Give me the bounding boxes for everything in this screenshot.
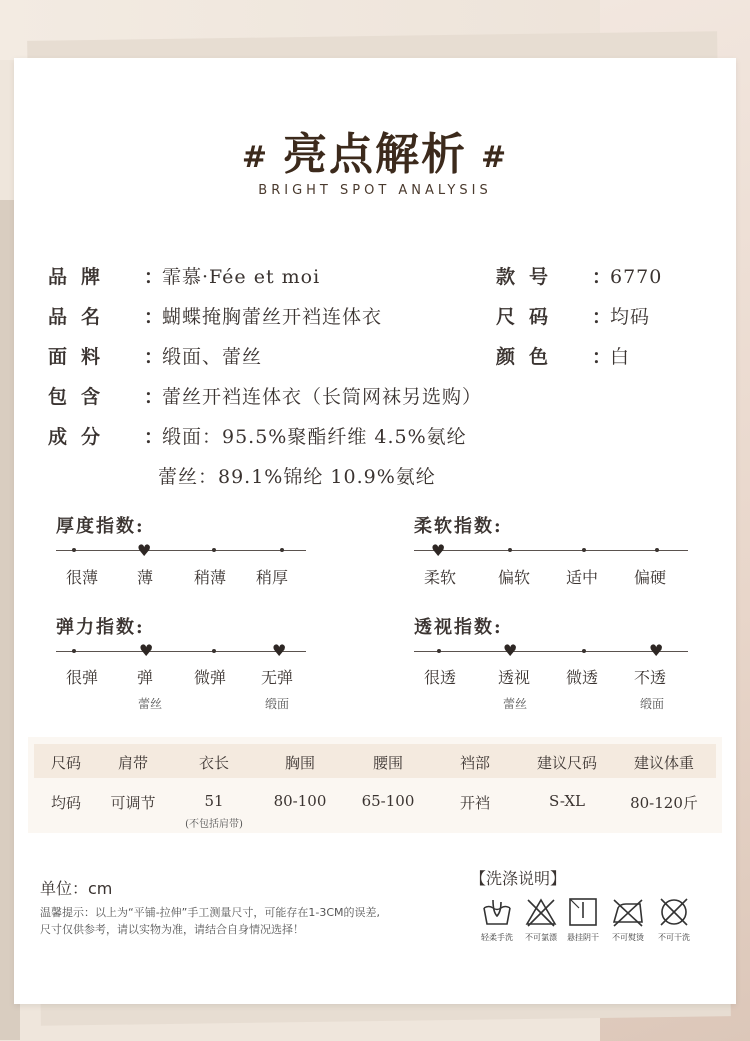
scale-dot	[508, 548, 512, 552]
softness-label: 适中	[565, 568, 598, 587]
info-sep: ：	[144, 306, 164, 328]
info-val-include: 蕾丝开裆连体衣（长筒网袜另选购）	[162, 386, 483, 408]
thickness-label: 薄	[136, 568, 153, 587]
transparency-label: 不透	[633, 668, 666, 687]
table-header-cell: 建议尺码	[536, 754, 597, 772]
elasticity-title: 弹力指数:	[56, 617, 145, 638]
heart-icon: ♥	[649, 641, 664, 660]
info-val-color: 白	[610, 346, 631, 368]
transparency-label: 很透	[423, 668, 456, 687]
transparency-title: 透视指数:	[414, 617, 503, 638]
info-sep: ：	[592, 346, 612, 368]
info-key-color: 颜色	[496, 346, 563, 368]
thickness-label: 稍厚	[255, 568, 288, 587]
info-key-fabric: 面料	[48, 346, 115, 368]
table-header-cell: 肩带	[117, 754, 148, 772]
info-size	[496, 302, 650, 329]
wash-title: 【洗涤说明】	[470, 869, 567, 888]
table-cell: 65-100	[361, 792, 415, 810]
table-header-cell: 建议体重	[633, 754, 694, 772]
unit-label: 单位：cm	[40, 879, 113, 898]
heart-icon: ♥	[137, 541, 152, 560]
elasticity-scale-line	[56, 651, 306, 652]
softness-title: 柔软指数:	[414, 516, 503, 537]
table-cell: 80-100	[273, 792, 327, 810]
thickness-scale-line	[56, 550, 306, 551]
transparency-scale-line	[414, 651, 688, 652]
softness-label: 柔软	[423, 568, 456, 587]
info-fabric	[48, 342, 262, 369]
wash-label: 不可氯漂	[525, 933, 557, 942]
info-val-composition-satin: 缎面：95.5%聚酯纤维 4.5%氨纶	[162, 426, 467, 448]
table-header-cell: 腰围	[372, 754, 403, 772]
no-iron-icon	[612, 896, 644, 928]
heart-icon: ♥	[503, 641, 518, 660]
title-text: 亮点解析	[283, 129, 467, 180]
tips-line: 温馨提示：以上为“平铺-拉伸”手工测量尺寸，可能存在1-3CM的误差,	[40, 906, 380, 919]
elasticity-label: 微弹	[193, 668, 226, 687]
thickness-label: 很薄	[65, 568, 98, 587]
transparency-note: 缎面	[639, 697, 664, 711]
hash-right: #	[481, 140, 509, 175]
info-composition-lace	[158, 462, 436, 489]
softness-label: 偏软	[497, 568, 530, 587]
length-note: (不包括肩带)	[185, 819, 243, 830]
wash-label: 悬挂阴干	[567, 933, 599, 942]
table-cell: 可调节	[110, 794, 156, 812]
info-key-style: 款号	[496, 266, 563, 288]
thickness-label: 稍薄	[193, 568, 226, 587]
scale-dot	[72, 548, 76, 552]
info-brand	[48, 262, 320, 289]
heart-icon: ♥	[139, 641, 154, 660]
table-cell: S-XL	[549, 792, 585, 810]
info-style	[496, 262, 662, 289]
info-color	[496, 342, 630, 369]
softness-label: 偏硬	[633, 568, 666, 587]
heart-icon: ♥	[431, 541, 446, 560]
table-header-cell: 胸围	[284, 754, 315, 772]
info-val-fabric: 缎面、蕾丝	[162, 346, 263, 368]
scale-dot	[582, 649, 586, 653]
table-header-cell: 尺码	[50, 754, 81, 772]
info-key-include: 包含	[48, 386, 115, 408]
table-cell: 开裆	[459, 794, 490, 812]
info-name	[48, 302, 382, 329]
info-include	[48, 382, 482, 409]
no-dry-clean-icon	[658, 896, 690, 928]
info-sep: ：	[592, 266, 612, 288]
elasticity-label: 无弹	[260, 668, 293, 687]
elasticity-note: 蕾丝	[137, 697, 162, 711]
page-subtitle: BRIGHT SPOT ANALYSIS	[258, 183, 492, 198]
info-key-name: 品名	[48, 306, 115, 328]
elasticity-note: 缎面	[264, 697, 289, 711]
scale-dot	[280, 548, 284, 552]
table-cell: 51	[204, 792, 224, 810]
elasticity-label: 弹	[136, 668, 153, 687]
scale-dot	[212, 649, 216, 653]
info-sep: ：	[144, 346, 164, 368]
info-key-composition: 成分	[48, 426, 115, 448]
info-sep: ：	[144, 426, 164, 448]
info-sep: ：	[592, 306, 612, 328]
scale-dot	[212, 548, 216, 552]
info-val-brand: 霏慕·Fée et moi	[162, 266, 321, 288]
page-title	[0, 118, 750, 182]
wash-label: 轻柔手洗	[481, 933, 513, 942]
info-val-style: 6770	[610, 266, 663, 288]
wash-label: 不可干洗	[658, 933, 690, 942]
info-key-brand: 品牌	[48, 266, 115, 288]
transparency-note: 蕾丝	[502, 697, 527, 711]
info-sep: ：	[144, 266, 164, 288]
info-sep: ：	[144, 386, 164, 408]
table-cell: 均码	[50, 794, 81, 812]
softness-scale-line	[414, 550, 688, 551]
info-val-size: 均码	[610, 306, 651, 328]
info-val-name: 蝴蝶掩胸蕾丝开裆连体衣	[162, 306, 383, 328]
table-header-cell: 衣长	[198, 754, 229, 772]
info-val-composition-lace: 蕾丝：89.1%锦纶 10.9%氨纶	[158, 466, 436, 488]
info-composition	[48, 422, 467, 449]
line-dry-shade-icon	[567, 896, 599, 928]
no-bleach-icon	[525, 896, 557, 928]
transparency-label: 微透	[565, 668, 598, 687]
scale-dot	[437, 649, 441, 653]
scale-dot	[582, 548, 586, 552]
scale-dot	[655, 548, 659, 552]
thickness-title: 厚度指数:	[56, 516, 145, 537]
hash-left: #	[241, 140, 269, 175]
measure-tips	[40, 904, 460, 938]
info-key-size: 尺码	[496, 306, 563, 328]
scale-dot	[72, 649, 76, 653]
hand-wash-icon	[481, 896, 513, 928]
wash-label: 不可熨烫	[612, 933, 644, 942]
table-header-cell: 裆部	[459, 754, 490, 772]
elasticity-label: 很弹	[65, 668, 98, 687]
transparency-label: 透视	[497, 668, 530, 687]
heart-icon: ♥	[272, 641, 287, 660]
table-cell: 80-120斤	[630, 794, 698, 812]
tips-line: 尺寸仅供参考，请以实物为准，请结合自身情况选择！	[40, 923, 304, 936]
